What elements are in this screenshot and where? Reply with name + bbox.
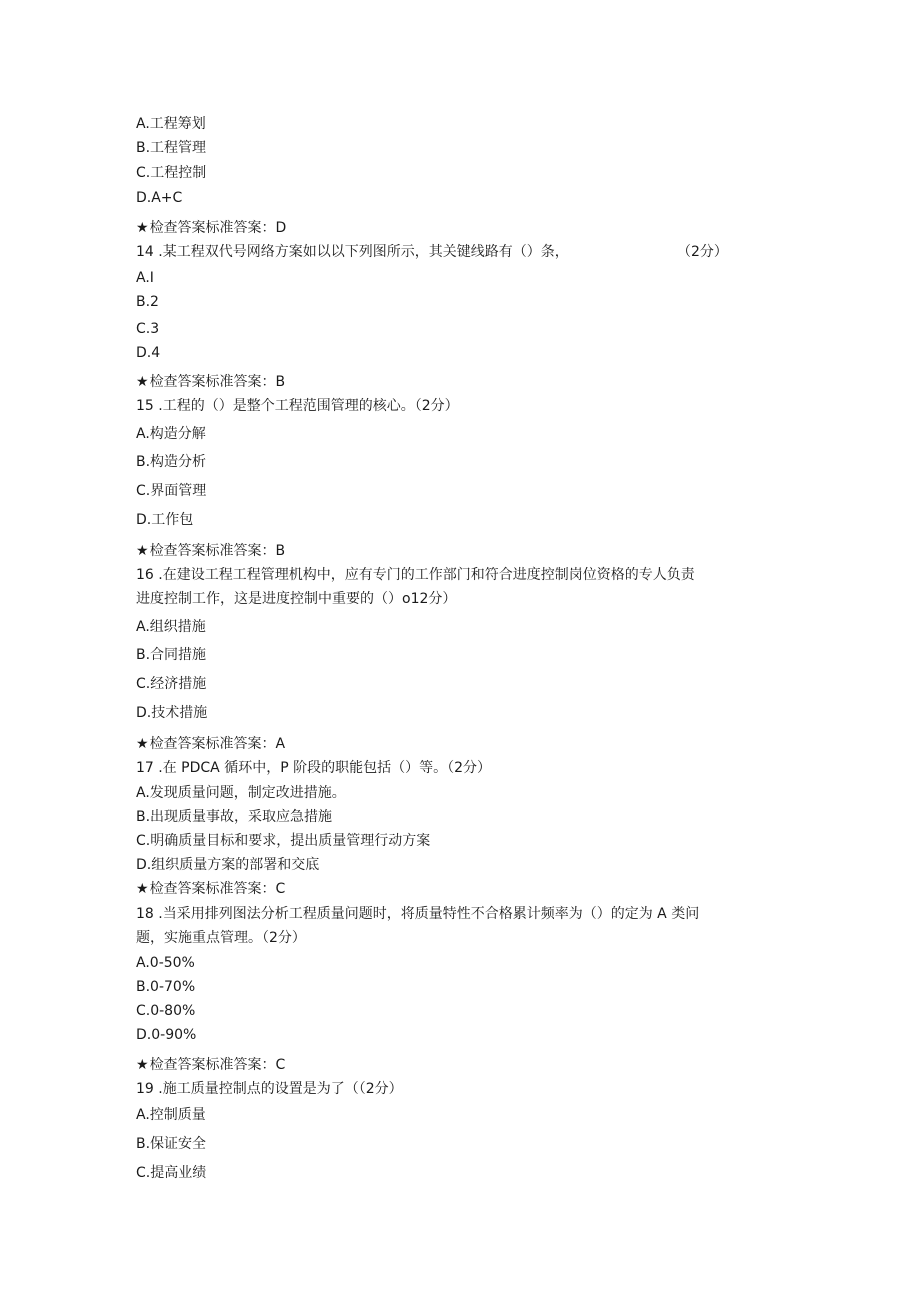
option-b-q14: B.2	[136, 294, 159, 310]
answer-q16	[136, 735, 285, 753]
option-d-q13: D.A+C	[136, 190, 183, 206]
answer-text: 检查答案标准答案：A	[149, 736, 286, 752]
option-b-q18: B.0-70%	[136, 979, 196, 995]
option-c-q14: C.3	[136, 321, 160, 337]
question-19: 19 .施工质量控制点的设置是为了（（2分）	[136, 1081, 403, 1097]
star-icon: ★	[136, 543, 149, 559]
question-16-line-1: 16 .在建设工程工程管理机构中，应有专门的工作部门和符合进度控制岗位资格的专人负责	[136, 567, 695, 583]
option-c-q17: C.明确质量目标和要求，提出质量管理行动方案	[136, 833, 431, 849]
answer-text: 检查答案标准答案：B	[149, 543, 286, 559]
answer-q17	[136, 880, 285, 898]
option-c-q19: C.提高业绩	[136, 1165, 207, 1181]
option-a-q16: A.组织措施	[136, 619, 206, 635]
option-c-q15: C.界面管理	[136, 483, 207, 499]
option-d-q18: D.0-90%	[136, 1027, 197, 1043]
option-c-q13: C.工程控制	[136, 165, 207, 181]
score-q14: （2分）	[677, 244, 728, 260]
option-d-q16: D.技术措施	[136, 705, 208, 721]
option-b-q17: B.出现质量事故，采取应急措施	[136, 809, 333, 825]
option-a-q14: A.I	[136, 270, 154, 286]
option-d-q17: D.组织质量方案的部署和交底	[136, 857, 320, 873]
option-c-q18: C.0-80%	[136, 1003, 196, 1019]
option-b-q16: B.合同措施	[136, 647, 207, 663]
option-b-q15: B.构造分析	[136, 454, 207, 470]
star-icon: ★	[136, 736, 149, 752]
answer-q14	[136, 373, 285, 391]
option-b-q19: B.保证安全	[136, 1136, 207, 1152]
option-a-q18: A.0-50%	[136, 955, 195, 971]
question-18-line-1: 18 .当采用排列图法分析工程质量问题时，将质量特性不合格累计频率为（）的定为 A 类问	[136, 906, 700, 922]
option-a-q15: A.构造分解	[136, 426, 206, 442]
answer-text: 检查答案标准答案：C	[149, 1057, 286, 1073]
question-14: 14 .某工程双代号网络方案如以以下列图所示，其关键线路有（）条，	[136, 244, 569, 260]
option-a-q17: A.发现质量问题，制定改进措施。	[136, 785, 346, 801]
option-d-q15: D.工作包	[136, 512, 194, 528]
option-a-q19: A.控制质量	[136, 1107, 206, 1123]
question-17: 17 .在 PDCA 循环中，P 阶段的职能包括（）等。（2分）	[136, 760, 491, 776]
option-c-q16: C.经济措施	[136, 676, 207, 692]
star-icon: ★	[136, 220, 149, 236]
question-15: 15 .工程的（）是整个工程范围管理的核心。（2分）	[136, 398, 459, 414]
answer-text: 检查答案标准答案：C	[149, 881, 286, 897]
answer-text: 检查答案标准答案：B	[149, 374, 286, 390]
question-18-line-2: 题，实施重点管理。（2分）	[136, 930, 306, 946]
option-b-q13: B.工程管理	[136, 140, 207, 156]
star-icon: ★	[136, 1057, 149, 1073]
option-d-q14: D.4	[136, 345, 161, 361]
answer-q15	[136, 542, 285, 560]
question-16-line-2: 进度控制工作，这是进度控制中重要的（）o12分）	[136, 591, 457, 607]
star-icon: ★	[136, 881, 149, 897]
answer-text: 检查答案标准答案：D	[149, 220, 287, 236]
option-a-q13: A.工程筹划	[136, 116, 206, 132]
answer-q13	[136, 219, 286, 237]
answer-q18	[136, 1056, 285, 1074]
star-icon: ★	[136, 374, 149, 390]
